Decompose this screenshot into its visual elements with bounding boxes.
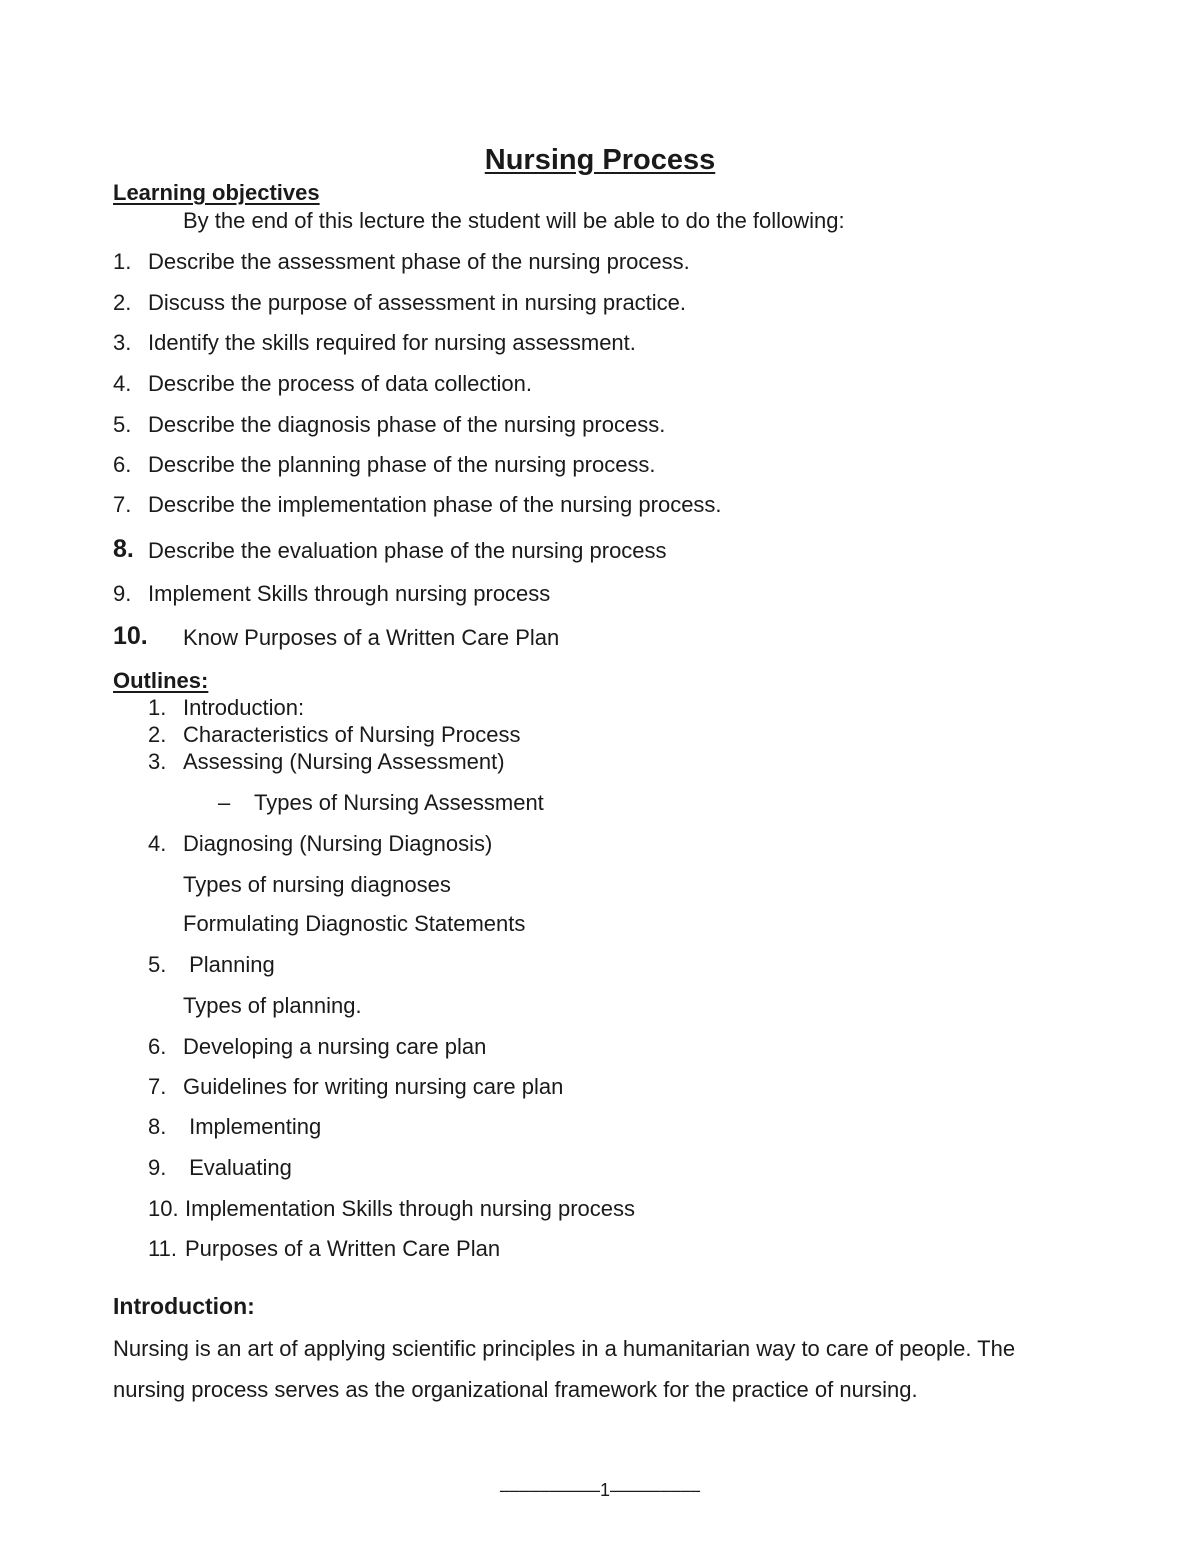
list-number: 4.	[113, 371, 132, 396]
list-text: Describe the evaluation phase of the nursing process	[148, 538, 667, 563]
list-number: 8.	[148, 1114, 167, 1139]
list-text: Implement Skills through nursing process	[148, 581, 551, 606]
introduction-heading: Introduction:	[113, 1293, 255, 1319]
list-text: Identify the skills required for nursing assessment.	[148, 330, 636, 355]
list-text: Guidelines for writing nursing care plan	[183, 1074, 564, 1099]
list-number: 8.	[113, 535, 134, 563]
objectives-heading: Learning objectives	[113, 180, 320, 205]
list-number: 2.	[113, 290, 132, 315]
list-number: 10.	[148, 1196, 179, 1221]
list-text: Types of Nursing Assessment	[254, 790, 544, 815]
list-text: Purposes of a Written Care Plan	[185, 1236, 501, 1261]
list-text: Describe the assessment phase of the nursing process.	[148, 249, 690, 274]
list-text: Planning	[183, 952, 275, 977]
list-text: Diagnosing (Nursing Diagnosis)	[183, 831, 493, 856]
page-number-footer: ––––––––––1–––––––––	[499, 1480, 701, 1500]
list-number: 9.	[148, 1155, 167, 1180]
list-text: Describe the implementation phase of the nursing process.	[148, 492, 722, 517]
list-number: 2.	[148, 722, 167, 747]
list-number: 11.	[148, 1236, 177, 1261]
list-number: 5.	[148, 952, 167, 977]
list-number: 6.	[113, 452, 132, 477]
list-text: Evaluating	[183, 1155, 292, 1180]
list-number: 3.	[113, 330, 132, 355]
list-number: 5.	[113, 412, 132, 437]
list-text: Developing a nursing care plan	[183, 1034, 487, 1059]
list-text: Assessing (Nursing Assessment)	[183, 749, 505, 774]
list-text: Formulating Diagnostic Statements	[183, 911, 526, 936]
list-text: Know Purposes of a Written Care Plan	[183, 625, 560, 650]
list-text: Describe the process of data collection.	[148, 371, 532, 396]
introduction-line-1: Nursing is an art of applying scientific principles in a humanitarian way to care of people. The	[113, 1336, 1016, 1361]
list-number: 3.	[148, 749, 167, 774]
list-text: Describe the diagnosis phase of the nursing process.	[148, 412, 666, 437]
list-text: Characteristics of Nursing Process	[183, 722, 521, 747]
list-text: Types of nursing diagnoses	[183, 872, 451, 897]
list-number: 7.	[113, 492, 132, 517]
list-number: 10.	[113, 622, 148, 650]
list-number: 9.	[113, 581, 132, 606]
outlines-heading: Outlines:	[113, 668, 209, 693]
list-text: Describe the planning phase of the nursing process.	[148, 452, 656, 477]
list-text: Implementing	[183, 1114, 322, 1139]
list-text: Introduction:	[183, 695, 305, 720]
list-text: Discuss the purpose of assessment in nursing practice.	[148, 290, 687, 315]
list-number: 1.	[148, 695, 167, 720]
dash-bullet: –	[218, 790, 231, 815]
list-text: Implementation Skills through nursing process	[185, 1196, 636, 1221]
list-text: Types of planning.	[183, 993, 362, 1018]
list-number: 7.	[148, 1074, 167, 1099]
introduction-line-2: nursing process serves as the organizational framework for the practice of nursing.	[113, 1377, 918, 1402]
objectives-intro: By the end of this lecture the student will be able to do the following:	[183, 208, 845, 233]
list-number: 1.	[113, 249, 132, 274]
list-number: 4.	[148, 831, 167, 856]
list-number: 6.	[148, 1034, 167, 1059]
page-title: Nursing Process	[484, 144, 716, 176]
